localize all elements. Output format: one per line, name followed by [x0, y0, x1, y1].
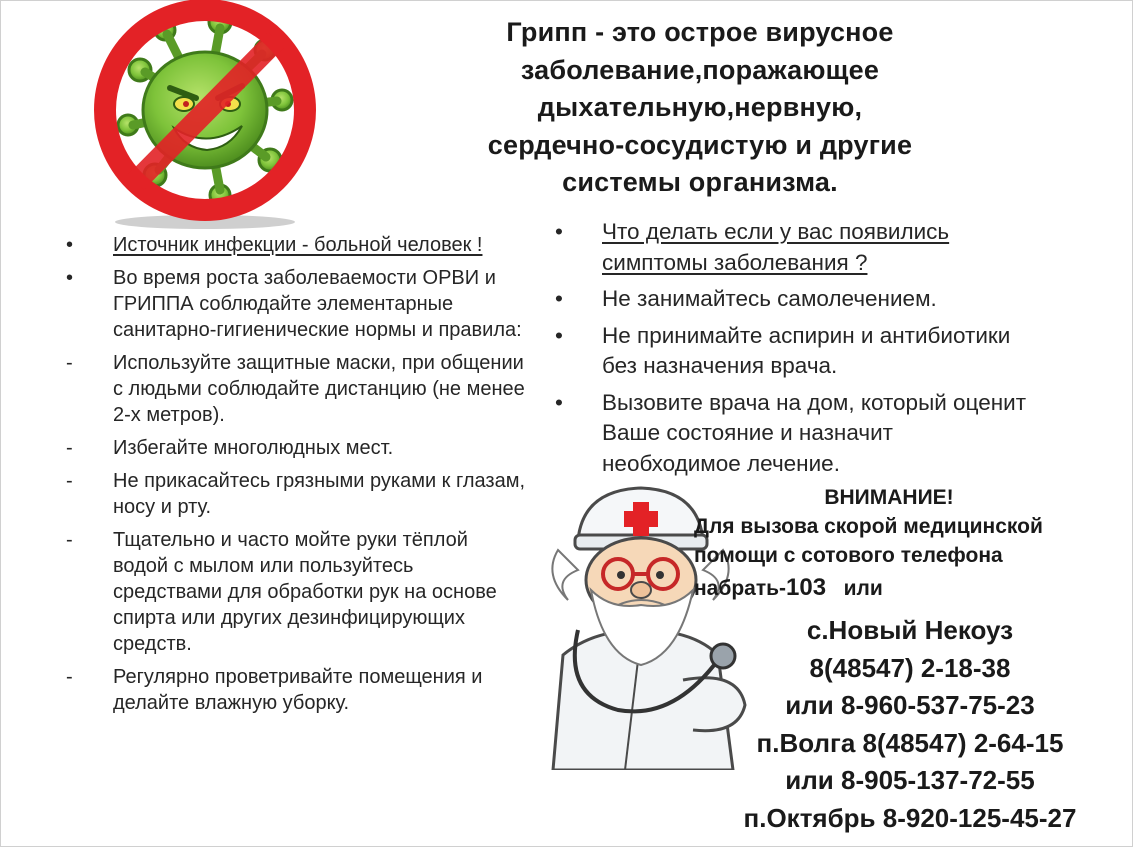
title-line: заболевание,поражающее [520, 54, 880, 85]
list-item-text: Не занимайтесь самолечением. [602, 286, 937, 311]
list-item-text: Во время роста заболеваемости ОРВИ и ГРИППА соблюдайте элементарные санитарно-гигиенические нормы и правила: [113, 267, 522, 341]
dash-marker: - [66, 437, 73, 459]
list-item [555, 388, 1035, 480]
title-line: дыхательную,нервную, [537, 92, 863, 122]
list-item [66, 232, 526, 258]
list-item [66, 468, 526, 520]
contact-line: с.Новый Некоуз [806, 615, 1014, 645]
list-item [555, 217, 1035, 278]
list-item-text: Не прикасайтесь грязными руками к глазам, носу и рту. [113, 470, 526, 518]
emergency-notice [694, 484, 1124, 607]
dash-marker: - [66, 352, 73, 374]
notice-line: Для вызова скорой медицинской [694, 515, 1043, 538]
emergency-number: 103 [786, 574, 827, 601]
dash-marker: - [66, 529, 73, 551]
symptoms-list [555, 217, 1035, 485]
list-item [555, 321, 1035, 382]
title-line: системы организма. [562, 167, 838, 197]
list-item [66, 664, 526, 716]
no-virus-icon [70, 0, 340, 232]
title-line: сердечно-сосудистую и другие [487, 129, 913, 160]
bullet-marker: • [555, 219, 563, 244]
contact-line: п.Октябрь 8-920-125-45-27 [743, 802, 1077, 833]
list-item-text: Источник инфекции - больной человек ! [113, 234, 483, 256]
bullet-marker: • [555, 322, 563, 348]
list-item-text: Тщательно и часто мойте руки тёплой водой с мылом или пользуйтесь средствами для обработки рук на основе спирта или других дезинфицирующих средств. [113, 529, 497, 655]
page-title [430, 14, 970, 202]
list-item-text: Используйте защитные маски, при общении с людьми соблюдайте дистанцию (не менее 2-х метров). [113, 352, 525, 426]
dash-marker: - [66, 666, 73, 688]
dash-marker: - [66, 470, 73, 492]
contact-line: 8(48547) 2-18-38 [809, 652, 1011, 683]
bullet-marker: • [555, 286, 563, 311]
contact-line: п.Волга 8(48547) 2-64-15 [756, 727, 1064, 758]
list-item-text: Не принимайте аспирин и антибиотики без назначения врача. [602, 322, 1011, 378]
title-line: Грипп - это острое вирусное [506, 17, 894, 47]
notice-heading: ВНИМАНИЕ! [824, 486, 954, 509]
list-item [555, 284, 1035, 315]
contact-line: или 8-960-537-75-23 [785, 690, 1035, 720]
list-item-text: Избегайте многолюдных мест. [113, 437, 394, 459]
dial-line [694, 570, 1124, 607]
contact-line: или 8-905-137-72-55 [785, 765, 1035, 795]
contact-list [700, 612, 1120, 837]
notice-line: помощи с сотового телефона [694, 544, 1003, 567]
bullet-marker: • [555, 389, 563, 415]
list-item-text: Регулярно проветривайте помещения и делайте влажную уборку. [113, 666, 483, 714]
list-item [66, 435, 526, 461]
list-item-text: Вызовите врача на дом, который оценит Ваше состояние и назначит необходимое лечение. [602, 389, 1027, 476]
list-item-text: Что делать если у вас появились симптомы заболевания ? [602, 219, 950, 275]
list-item [66, 350, 526, 428]
list-item [66, 527, 526, 657]
prevention-list [66, 232, 526, 723]
dial-prefix: набрать- [694, 577, 787, 600]
list-item [66, 265, 526, 343]
bullet-marker: • [66, 234, 74, 256]
bullet-marker: • [66, 267, 74, 289]
dial-suffix: или [843, 577, 883, 600]
